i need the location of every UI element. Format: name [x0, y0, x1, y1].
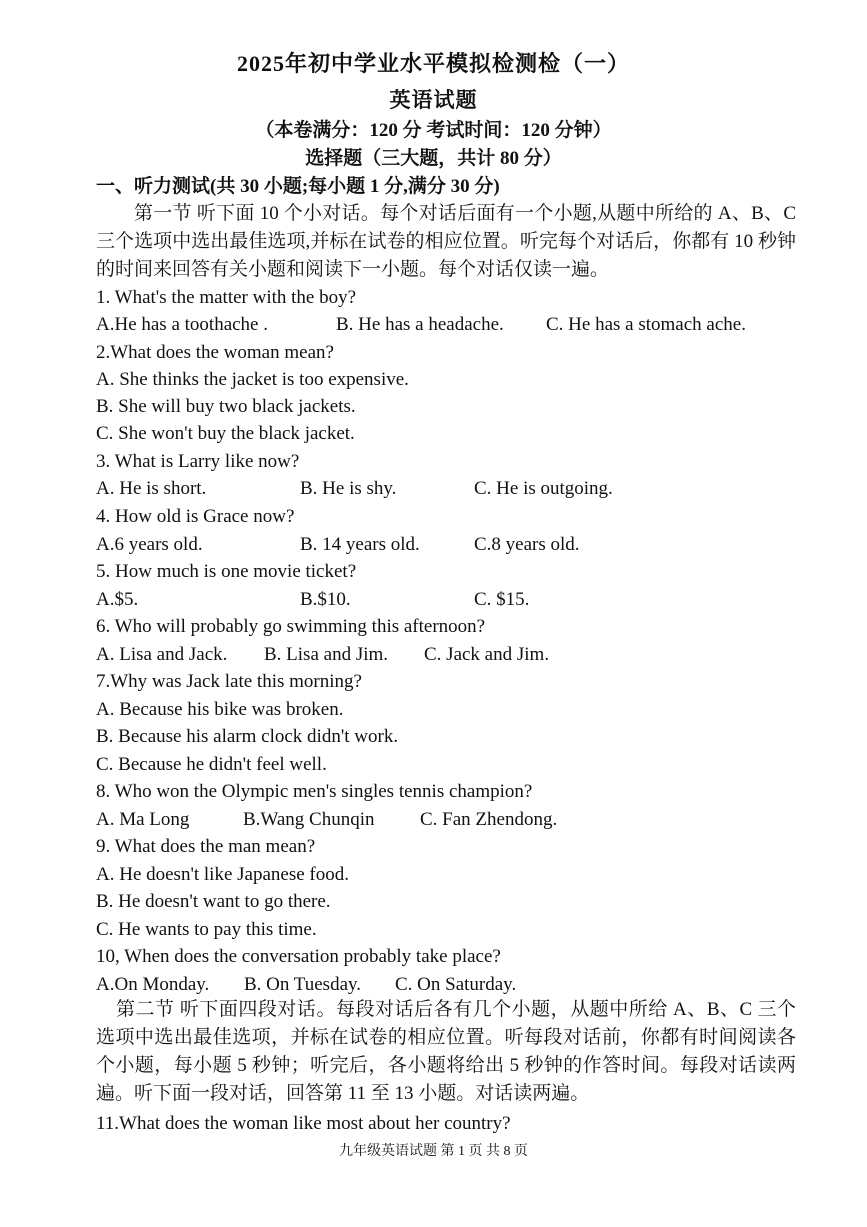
q10-option-a: A.On Monday.: [96, 974, 210, 995]
question-9: 9. What does the man mean?: [96, 836, 316, 857]
question-7: 7.Why was Jack late this morning?: [96, 671, 362, 692]
q5-option-a: A.$5.: [96, 589, 139, 610]
question-6: 6. Who will probably go swimming this afternoon?: [96, 616, 486, 637]
part-heading: 选择题（三大题，共计 80 分）: [305, 148, 562, 169]
q8-option-a: A. Ma Long: [96, 809, 190, 830]
question-4: 4. How old is Grace now?: [96, 506, 295, 527]
q8-option-c: C. Fan Zhendong.: [420, 809, 558, 830]
exam-info: （本卷满分：120 分 考试时间：120 分钟）: [255, 120, 612, 141]
question-2: 2.What does the woman mean?: [96, 342, 334, 363]
part2-instructions: 第二节 听下面四段对话。每段对话后各有几个小题，从题中所给 A、B、C 三个选项中选出最佳选项，并标在试卷的相应位置。听每段对话前，你都有时间阅读各个小题，每小题 5 秒钟；听完后，各小题将给出 5 秒钟的作答时间。每段对话读两遍。听下面一段对话，回答第 11 至 13 小题。对话读两遍。: [96, 999, 796, 1104]
q1-option-c: C. He has a stomach ache.: [546, 314, 746, 335]
q4-option-b: B. 14 years old.: [300, 534, 420, 555]
q5-option-c: C. $15.: [474, 589, 530, 610]
q5-option-b: B.$10.: [300, 589, 351, 610]
q9-option-b: B. He doesn't want to go there.: [96, 891, 331, 912]
page-footer: 九年级英语试题 第 1 页 共 8 页: [339, 1144, 528, 1159]
q7-option-a: A. Because his bike was broken.: [96, 699, 344, 720]
q6-option-c: C. Jack and Jim.: [424, 644, 550, 665]
q10-option-c: C. On Saturday.: [395, 974, 517, 995]
q7-option-b: B. Because his alarm clock didn't work.: [96, 726, 399, 747]
q1-option-b: B. He has a headache.: [336, 314, 504, 335]
exam-subject: 英语试题: [389, 88, 478, 112]
q2-option-b: B. She will buy two black jackets.: [96, 396, 356, 417]
q6-option-b: B. Lisa and Jim.: [264, 644, 389, 665]
q9-option-a: A. He doesn't like Japanese food.: [96, 864, 349, 885]
q4-option-a: A.6 years old.: [96, 534, 203, 555]
question-5: 5. How much is one movie ticket?: [96, 561, 357, 582]
question-11: 11.What does the woman like most about her country?: [96, 1113, 511, 1134]
q3-option-b: B. He is shy.: [300, 478, 397, 499]
q3-option-a: A. He is short.: [96, 478, 207, 499]
q7-option-c: C. Because he didn't feel well.: [96, 754, 327, 775]
q9-option-c: C. He wants to pay this time.: [96, 919, 317, 940]
q8-option-b: B.Wang Chunqin: [243, 809, 375, 830]
q6-option-a: A. Lisa and Jack.: [96, 644, 228, 665]
q4-option-c: C.8 years old.: [474, 534, 580, 555]
section-heading: 一、听力测试(共 30 小题;每小题 1 分,满分 30 分): [96, 176, 500, 197]
q1-option-a: A.He has a toothache .: [96, 314, 268, 335]
q2-option-a: A. She thinks the jacket is too expensive.: [96, 369, 409, 390]
question-10: 10, When does the conversation probably take place?: [96, 946, 501, 967]
q3-option-c: C. He is outgoing.: [474, 478, 613, 499]
question-8: 8. Who won the Olympic men's singles tennis champion?: [96, 781, 533, 802]
exam-title: 2025年初中学业水平模拟检测检（一）: [236, 51, 630, 76]
question-3: 3. What is Larry like now?: [96, 451, 300, 472]
q2-option-c: C. She won't buy the black jacket.: [96, 423, 355, 444]
part1-instructions: 第一节 听下面 10 个小对话。每个对话后面有一个小题,从题中所给的 A、B、C 三个选项中选出最佳选项,并标在试卷的相应位置。听完每个对话后，你都有 10 秒钟的时间来回答有关小题和阅读下一小题。每个对话仅读一遍。: [96, 203, 796, 280]
question-1: 1. What's the matter with the boy?: [96, 287, 357, 308]
q10-option-b: B. On Tuesday.: [244, 974, 362, 995]
